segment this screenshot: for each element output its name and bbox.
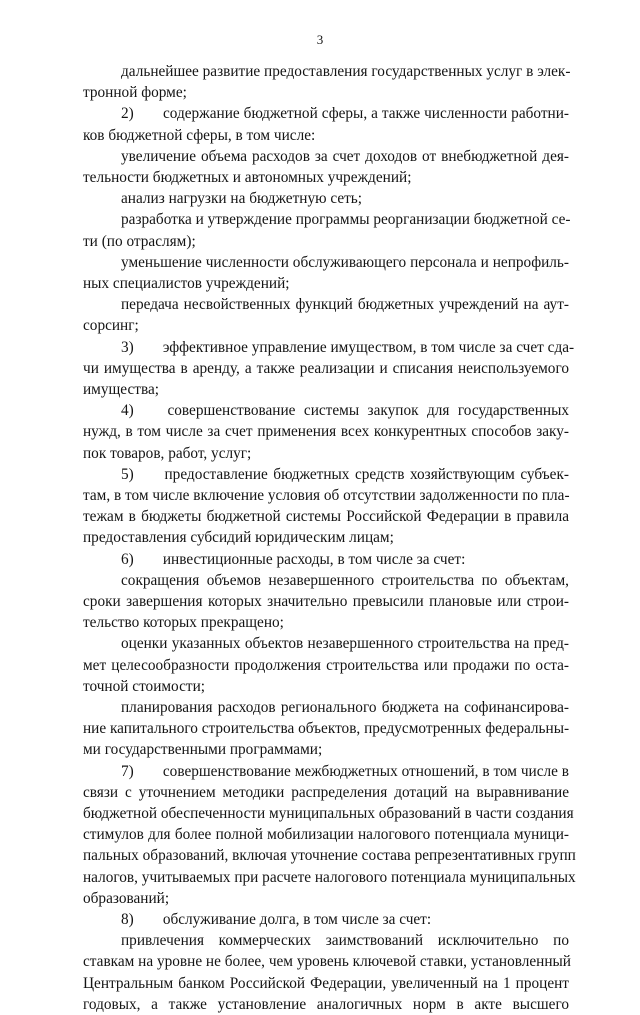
- text-line: связи с уточнением методики распределения дотаций на выравнивание: [83, 783, 569, 801]
- text-line: [121, 762, 569, 782]
- text-line: бюджетной обеспеченности муниципальных образований в части создания: [83, 805, 574, 822]
- text-line: мет целесообразности продолжения строительства или продажи по оста-: [83, 656, 569, 674]
- line-text: содержание бюджетной сферы, а также численности работни-: [162, 105, 570, 123]
- text-line: [121, 465, 569, 485]
- text-line: сроки завершения которых значительно превысили плановые или строи-: [83, 593, 569, 610]
- text-line: [121, 104, 569, 124]
- text-line: там, в том числе включение условия об отсутствии задолженности по пла-: [83, 487, 570, 504]
- list-number: 7): [121, 762, 134, 780]
- text-line: [121, 910, 569, 930]
- text-line: разработка и утверждение программы реорганизации бюджетной се-: [121, 211, 571, 229]
- text-line: тельности бюджетных и автономных учреждений;: [83, 169, 412, 186]
- text-line: имущества;: [83, 381, 159, 398]
- line-text: совершенствование межбюджетных отношений, в том числе в: [162, 762, 570, 780]
- text-line: Центральным банком Российской Федерации, увеличенный на 1 процент: [83, 974, 569, 992]
- text-line: увеличение объема расходов за счет доходов от внебюджетной дея-: [121, 147, 569, 165]
- text-line: ти (по отраслям);: [83, 232, 196, 250]
- text-line: годовых, а также установление аналогичных норм в акте высшего: [83, 995, 569, 1013]
- text-line: пок товаров, работ, услуг;: [83, 444, 252, 462]
- text-line: ных специалистов учреждений;: [83, 275, 290, 292]
- text-line: оценки указанных объектов незавершенного строительства на пред-: [121, 635, 569, 653]
- list-number: 4): [121, 402, 134, 420]
- line-text: совершенствование системы закупок для государственных: [167, 402, 570, 420]
- text-line: чи имущества в аренду, а также реализации и списания неиспользуемого: [83, 359, 569, 377]
- line-text: эффективное управление имуществом, в том числе за счет сда-: [162, 338, 575, 356]
- line-text: предоставление бюджетных средств хозяйствующим субъек-: [164, 465, 569, 483]
- list-number: 8): [121, 911, 134, 928]
- text-line: передача несвойственных функций бюджетных учреждений на аут-: [121, 296, 569, 314]
- text-line: тежам в бюджеты бюджетной системы Российской Федерации в правила: [83, 508, 569, 526]
- text-line: ние капитального строительства объектов, предусмотренных федеральны-: [83, 720, 570, 738]
- line-text: инвестиционные расходы, в том числе за счет:: [162, 550, 466, 568]
- text-line: [121, 338, 575, 358]
- text-line: образований;: [83, 889, 170, 907]
- text-line: анализ нагрузки на бюджетную сеть;: [121, 190, 363, 208]
- text-line: ставкам на уровне не более, чем уровень ключевой ставки, установленный: [83, 953, 571, 971]
- list-number: 6): [121, 550, 134, 568]
- text-line: нужд, в том числе за счет применения всех конкурентных способов заку-: [83, 423, 569, 441]
- text-line: дальнейшее развитие предоставления государственных услуг в элек-: [121, 63, 571, 80]
- text-line: стимулов для более полной мобилизации налогового потенциала муници-: [83, 826, 569, 844]
- list-number: 2): [121, 105, 134, 123]
- text-line: [121, 401, 569, 421]
- text-line: тельство которых прекращено;: [83, 614, 284, 632]
- text-line: сорсинг;: [83, 317, 139, 335]
- text-line: привлечения коммерческих заимствований исключительно по: [121, 932, 569, 950]
- list-number: 3): [121, 338, 134, 356]
- text-line: сокращения объемов незавершенного строительства по объектам,: [121, 571, 569, 589]
- text-line: ков бюджетной сферы, в том числе:: [83, 126, 316, 144]
- text-line: пальных образований, включая уточнение состава репрезентативных групп: [83, 847, 576, 865]
- text-line: уменьшение численности обслуживающего персонала и непрофиль-: [121, 253, 569, 271]
- text-line: налогов, учитываемых при расчете налогового потенциала муниципальных: [83, 868, 576, 886]
- text-line: точной стоимости;: [83, 677, 206, 695]
- list-number: 5): [121, 465, 134, 483]
- text-line: планирования расходов регионального бюджета на софинансирова-: [121, 699, 569, 716]
- page-number: 3: [316, 32, 324, 47]
- text-line: [121, 550, 569, 570]
- text-line: ми государственными программами;: [83, 741, 323, 759]
- text-line: предоставления субсидий юридическим лицам;: [83, 529, 394, 547]
- line-text: обслуживание долга, в том числе за счет:: [162, 911, 432, 928]
- text-line: тронной форме;: [83, 84, 187, 102]
